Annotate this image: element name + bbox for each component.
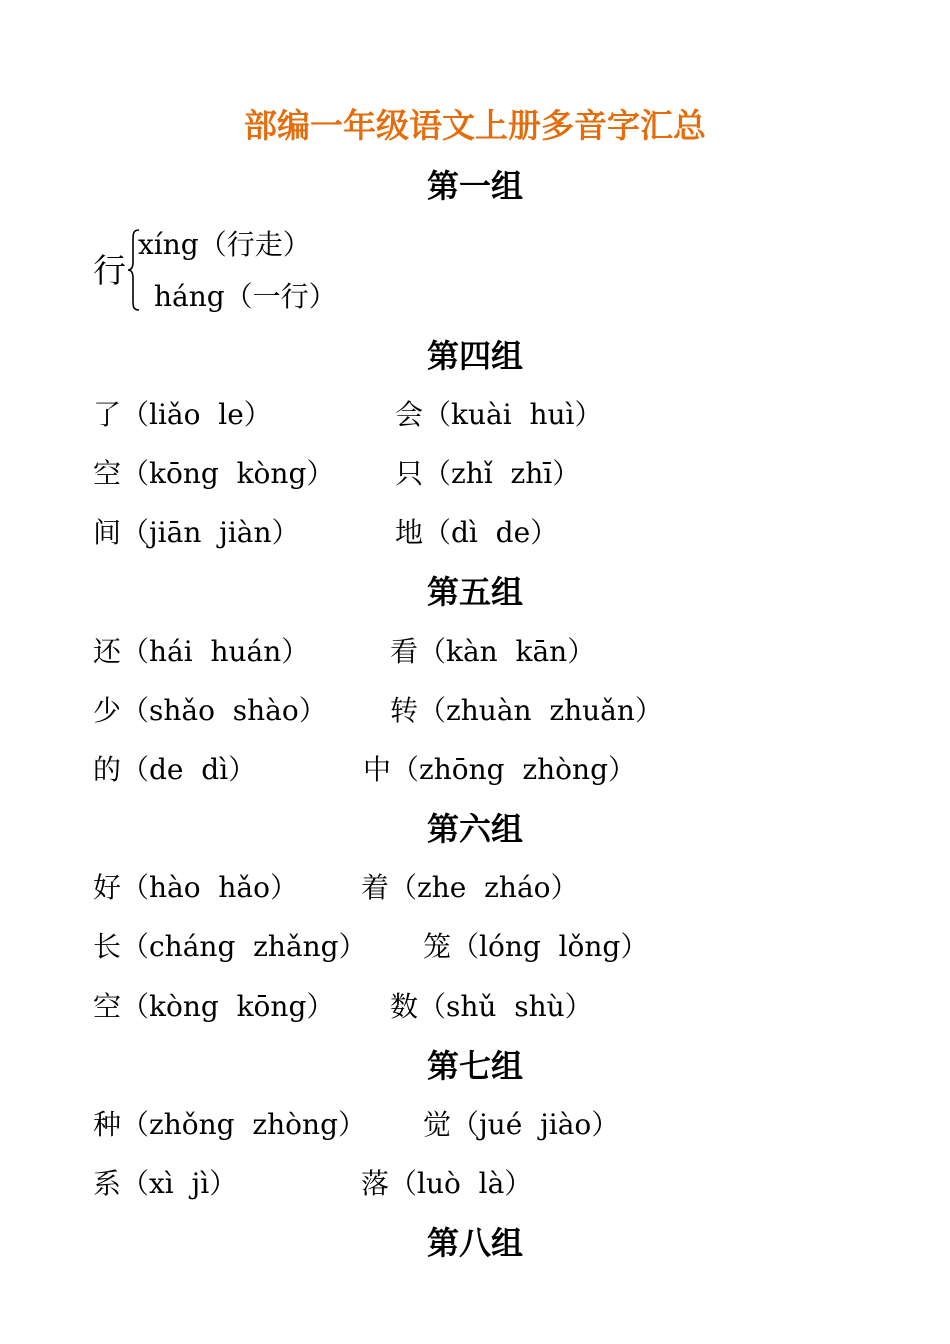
entry-left: 系（xì jì）	[93, 1167, 238, 1200]
entry-left: 间（jiān jiàn）	[93, 516, 300, 549]
entry-left: 好（hào hǎo）	[93, 871, 298, 904]
reading-xing: xíng（行走）	[138, 228, 311, 261]
entry-right: 中（zhōng zhòng）	[363, 753, 637, 786]
entry-right: 着（zhe zháo）	[361, 871, 579, 904]
group-heading-6: 第六组	[426, 810, 523, 848]
entry-right: 看（kàn kān）	[390, 635, 596, 668]
entry-left: 长（cháng zhǎng）	[93, 930, 367, 963]
entry-right: 只（zhǐ zhī）	[395, 457, 581, 490]
entry-right: 转（zhuàn zhuǎn）	[390, 694, 663, 727]
entry-left: 了（liǎo le）	[93, 398, 272, 431]
group-heading-8: 第八组	[426, 1224, 523, 1262]
entry-left: 空（kòng kōng）	[93, 990, 335, 1023]
entry-left: 的（de dì）	[93, 753, 257, 786]
entry-right: 觉（jué jiào）	[423, 1108, 620, 1141]
group-heading-4: 第四组	[426, 337, 523, 375]
entry-right: 笼（lóng lǒng）	[423, 930, 649, 963]
entry-left: 少（shǎo shào）	[93, 694, 327, 727]
entry-right: 会（kuài huì）	[395, 398, 603, 431]
entry-right: 数（shǔ shù）	[390, 990, 593, 1023]
entry-right: 落（luò là）	[361, 1167, 533, 1200]
entry-left: 空（kōng kòng）	[93, 457, 335, 490]
reading-hang: háng（一行）	[154, 280, 337, 313]
group-heading-1: 第一组	[426, 167, 523, 205]
entry-left: 种（zhǒng zhòng）	[93, 1108, 367, 1141]
group-heading-7: 第七组	[426, 1047, 523, 1085]
polyphone-char-xing: 行	[93, 251, 126, 290]
group-heading-5: 第五组	[426, 573, 523, 611]
entry-right: 地（dì de）	[395, 516, 559, 549]
document-title: 部编一年级语文上册多音字汇总	[244, 106, 706, 145]
entry-left: 还（hái huán）	[93, 635, 310, 668]
